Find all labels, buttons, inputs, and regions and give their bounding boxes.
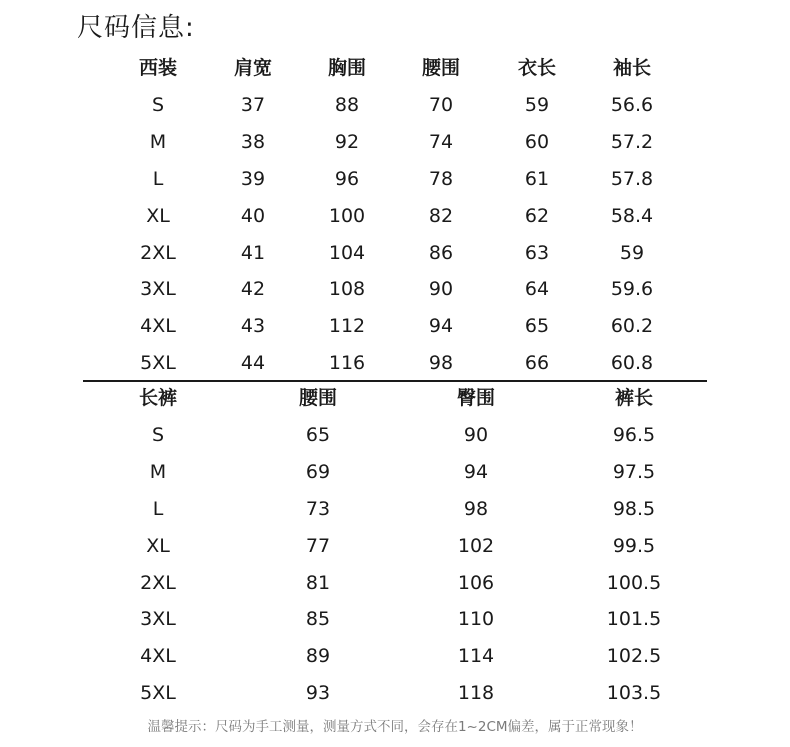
table-row	[0, 345, 790, 382]
table-row	[0, 491, 790, 528]
table-row	[0, 638, 790, 675]
table-cell: 92	[334, 130, 360, 153]
table-cell: 112	[328, 315, 366, 338]
table-cell: 88	[334, 93, 360, 116]
table-row	[0, 124, 790, 161]
table-cell: 78	[428, 167, 454, 190]
table-cell: 60.8	[610, 352, 654, 375]
size-label: S	[151, 423, 165, 446]
table-header-row	[0, 50, 790, 87]
column-header: 西装	[138, 57, 177, 79]
table-cell: 57.8	[610, 167, 654, 190]
size-label: 3XL	[140, 608, 176, 631]
table-cell: 66	[524, 352, 550, 375]
size-label: 5XL	[140, 682, 176, 705]
table-cell: 102.5	[606, 645, 662, 668]
table-cell: 57.2	[610, 130, 654, 153]
table-cell: 65	[305, 423, 331, 446]
table-cell: 62	[524, 204, 550, 227]
table-cell: 98	[463, 497, 489, 520]
size-label: 4XL	[140, 315, 176, 338]
table-row	[0, 675, 790, 712]
table-row	[0, 198, 790, 235]
page-title: 尺码信息:	[77, 13, 195, 43]
size-label: 2XL	[140, 571, 176, 594]
table-cell: 44	[240, 352, 266, 375]
table-cell: 38	[240, 130, 266, 153]
table-cell: 104	[328, 241, 366, 264]
column-header: 肩宽	[233, 57, 272, 79]
table-cell: 39	[240, 167, 266, 190]
size-label: M	[149, 460, 167, 483]
size-label: 2XL	[140, 241, 176, 264]
table-cell: 97.5	[612, 460, 656, 483]
table-cell: 98	[428, 352, 454, 375]
column-header: 胸围	[327, 57, 366, 79]
table-cell: 41	[240, 241, 266, 264]
table-cell: 59	[524, 93, 550, 116]
table-row	[0, 87, 790, 124]
table-cell: 60	[524, 130, 550, 153]
column-header: 衣长	[517, 57, 556, 79]
table-cell: 118	[457, 682, 495, 705]
table-cell: 58.4	[610, 204, 654, 227]
table-cell: 89	[305, 645, 331, 668]
table-cell: 74	[428, 130, 454, 153]
table-row	[0, 271, 790, 308]
table-cell: 101.5	[606, 608, 662, 631]
table-row	[0, 161, 790, 198]
column-header: 裤长	[614, 387, 653, 409]
table-cell: 98.5	[612, 497, 656, 520]
table-cell: 59.6	[610, 278, 654, 301]
size-label: 3XL	[140, 278, 176, 301]
table-cell: 90	[428, 278, 454, 301]
table-cell: 82	[428, 204, 454, 227]
table-row	[0, 454, 790, 491]
size-label: 5XL	[140, 352, 176, 375]
table-cell: 63	[524, 241, 550, 264]
table-row	[0, 601, 790, 638]
table-cell: 106	[457, 571, 495, 594]
size-label: 4XL	[140, 645, 176, 668]
column-header: 袖长	[612, 57, 651, 79]
table-cell: 61	[524, 167, 550, 190]
table-cell: 99.5	[612, 534, 656, 557]
size-label: L	[152, 167, 164, 190]
table-cell: 108	[328, 278, 366, 301]
table-row	[0, 417, 790, 454]
column-header: 腰围	[298, 387, 337, 409]
table-cell: 69	[305, 460, 331, 483]
table-cell: 96.5	[612, 423, 656, 446]
table-header-row	[0, 380, 790, 417]
table-cell: 73	[305, 497, 331, 520]
table-cell: 40	[240, 204, 266, 227]
table-cell: 56.6	[610, 93, 654, 116]
table-cell: 114	[457, 645, 495, 668]
size-label: M	[149, 130, 167, 153]
size-label: XL	[146, 534, 170, 557]
table-row	[0, 565, 790, 602]
table-cell: 116	[328, 352, 366, 375]
column-header: 腰围	[421, 57, 460, 79]
table-cell: 94	[463, 460, 489, 483]
table-cell: 64	[524, 278, 550, 301]
table-row	[0, 308, 790, 345]
table-row	[0, 235, 790, 272]
table-cell: 102	[457, 534, 495, 557]
table-cell: 65	[524, 315, 550, 338]
table-cell: 93	[305, 682, 331, 705]
measurement-note: 温馨提示：尺码为手工测量，测量方式不同，会存在1~2CM偏差，属于正常现象！	[147, 719, 643, 735]
table-cell: 100.5	[606, 571, 662, 594]
table-cell: 37	[240, 93, 266, 116]
table-cell: 60.2	[610, 315, 654, 338]
table-cell: 85	[305, 608, 331, 631]
table-cell: 43	[240, 315, 266, 338]
table-cell: 103.5	[606, 682, 662, 705]
size-label: XL	[146, 204, 170, 227]
table-cell: 96	[334, 167, 360, 190]
column-header: 臀围	[456, 387, 495, 409]
column-header: 长裤	[138, 387, 177, 409]
table-cell: 94	[428, 315, 454, 338]
table-cell: 86	[428, 241, 454, 264]
table-cell: 70	[428, 93, 454, 116]
table-cell: 42	[240, 278, 266, 301]
table-cell: 90	[463, 423, 489, 446]
table-cell: 110	[457, 608, 495, 631]
size-label: S	[151, 93, 165, 116]
table-row	[0, 528, 790, 565]
table-cell: 81	[305, 571, 331, 594]
table-cell: 59	[619, 241, 645, 264]
table-cell: 100	[328, 204, 366, 227]
size-label: L	[152, 497, 164, 520]
table-cell: 77	[305, 534, 331, 557]
